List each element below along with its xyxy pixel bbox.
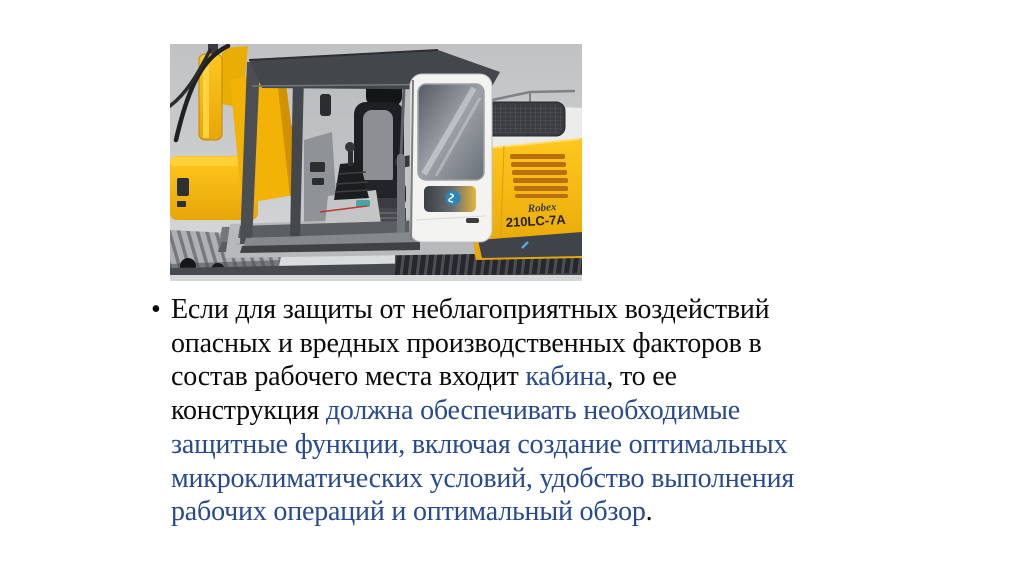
door-handle bbox=[466, 218, 479, 223]
text-segment-accent: микроклиматических условий, удобство выполнения bbox=[171, 462, 795, 494]
ground-strip bbox=[170, 275, 582, 281]
text-segment-accent: должна обеспечивать bbox=[325, 395, 577, 427]
text-segment-accent: защитные функции, включая создание оптимальных bbox=[171, 428, 788, 460]
text-line bbox=[171, 428, 794, 462]
excavator-illustration bbox=[170, 44, 582, 281]
text-line bbox=[171, 495, 794, 529]
door-logo bbox=[446, 191, 461, 206]
text-segment-accent: необходимые bbox=[576, 395, 740, 427]
text-segment: состав рабочего места входит bbox=[171, 361, 526, 393]
text-segment: , то ее bbox=[606, 361, 677, 393]
text-segment-accent: рабочих операций и оптимальный обзор bbox=[171, 496, 646, 528]
text-line bbox=[171, 394, 794, 428]
text-segment: конструкция bbox=[171, 395, 326, 427]
text-line bbox=[171, 293, 794, 327]
text-line bbox=[171, 462, 794, 496]
bullet-marker: • bbox=[151, 294, 161, 325]
text-segment: опасных и вредных производственных факторов в bbox=[171, 327, 762, 359]
text-line bbox=[171, 360, 794, 394]
text-segment: Если для защиты от неблагоприятных воздействий bbox=[171, 294, 770, 325]
cab-door bbox=[410, 74, 492, 242]
brand-script-label: Robex bbox=[527, 201, 557, 215]
text-line bbox=[171, 327, 794, 361]
joystick-knob bbox=[345, 142, 355, 152]
model-label: 210LC-7A bbox=[505, 211, 567, 230]
mirror bbox=[320, 94, 331, 116]
excavator-photo bbox=[170, 44, 582, 281]
text-segment: . bbox=[645, 496, 653, 528]
bullet-text bbox=[171, 293, 794, 529]
text-segment-accent: кабина bbox=[525, 361, 607, 393]
